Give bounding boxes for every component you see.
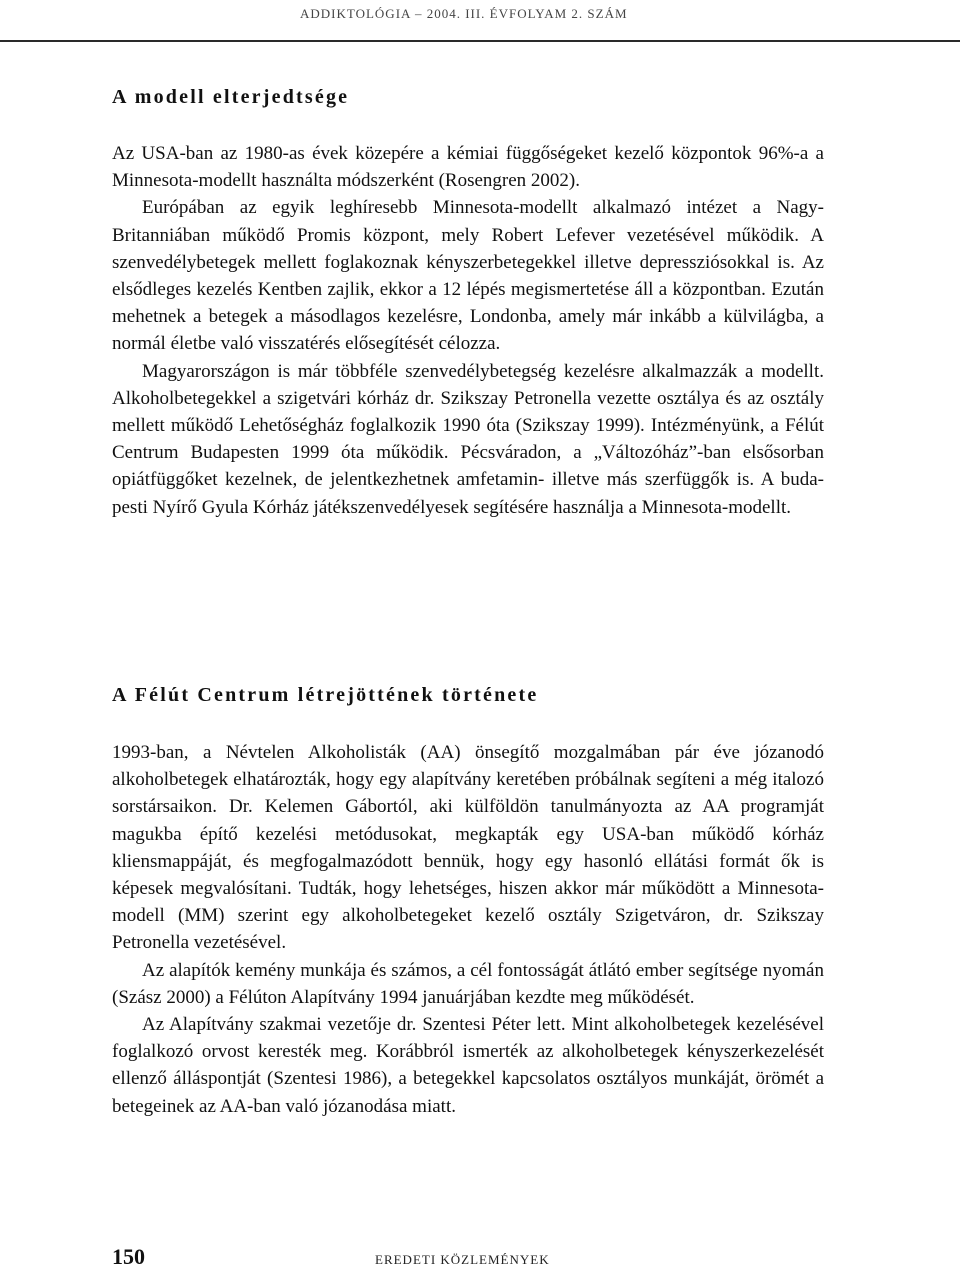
page-number: 150 xyxy=(112,1244,145,1269)
section-heading-history: A Félút Centrum létrejöttének története xyxy=(112,684,539,706)
running-head: ADDIKTOLÓGIA – 2004. III. ÉVFOLYAM 2. SZÁM xyxy=(300,6,628,21)
section-body-model-spread xyxy=(112,140,824,521)
paragraph: Az USA-ban az 1980-as évek közepére a kémiai függőségeket kezelő központok 96%-a a Minnesota-modellt használta módszerként (Rosengren 2002). xyxy=(112,143,824,192)
paragraph: Az alapítók kemény munkája és számos, a cél fontosságát átlátó ember segítsége nyomán (Szász 2000) a Félúton Alapítvány 1994 januárjában kezdte meg működését. xyxy=(112,959,824,1008)
paragraph: Európában az egyik leghíresebb Minnesota-modellt alkalmazó intézet a Nagy-Britanniában működő Promis központ, mely Robert Lefever vezetésével működik. A szenvedélybetegek mellett foglakoznak kényszerbetegekkel illetve depressziósokkal is. Az elsődleges kezelés Kentben zajlik, ekkor a 12 lépés megismertetése áll a központban. Ezután mehetnek a betegek a másodlagos kezelésre, Londonba, amely már inkább a külvilágba, a normál életbe való visszatérés elősegítését célozza. xyxy=(112,197,824,355)
footer-section-label: EREDETI KÖZLEMÉNYEK xyxy=(375,1252,550,1267)
header-rule xyxy=(0,40,960,42)
section-heading-model-spread: A modell elterjedtsége xyxy=(112,86,350,108)
paragraph: Az Alapítvány szakmai vezetője dr. Szentesi Péter lett. Mint alkoholbetegek kezelésével foglalkozó orvost keresték meg. Korábbról ismerték az alkoholbetegek kényszerkezelését ellenző álláspontját (Szentesi 1986), a betegekkel kapcsolatos osztályos munkáját, örömét a betegeinek az AA-ban való józanodása miatt. xyxy=(112,1014,824,1117)
section-body-history xyxy=(112,739,824,1120)
paragraph: 1993-ban, a Névtelen Alkoholisták (AA) önsegítő mozgalmában pár éve józanodó alkoholbetegek elhatározták, hogy egy alapítvány keretében próbálnak segíteni a még italozó sorstársaikon. Dr. Kelemen Gábortól, aki külföldön tanulmányozta az AA programját magukba építő kezelési metódusokat, megkapták egy USA-ban működő kórház kliensmappáját, és megfogalmazódott bennük, hogy egy hasonló ellátási formát ők is képesek megvalósítani. Tudták, hogy lehetséges, hiszen akkor már működött a Minnesota-modell (MM) szerint egy alkoholbetegeket kezelő osztály Szigetváron, dr. Szikszay Petronella vezetésével. xyxy=(112,742,824,954)
paragraph: Magyarországon is már többféle szenvedélybetegség kezelésre alkalmazzák a modellt. Alkoholbetegekkel a szigetvári kórház dr. Szikszay Petronella vezette osztálya és az osztály mellett működő Lehetőségház foglalkozik 1990 óta (Szikszay 1999). Intézményünk, a Félút Centrum Budapesten 1999 óta működik. Pécsváradon, a „Változóház”-ban elsősorban opiátfüggőket kezelnek, de jelentkezhetnek amfetamin- illetve más szerfüggők is. A budapesti Nyírő Gyula Kórház játékszenvedélyesek segítésére használja a Minnesota-modellt. xyxy=(112,360,824,518)
